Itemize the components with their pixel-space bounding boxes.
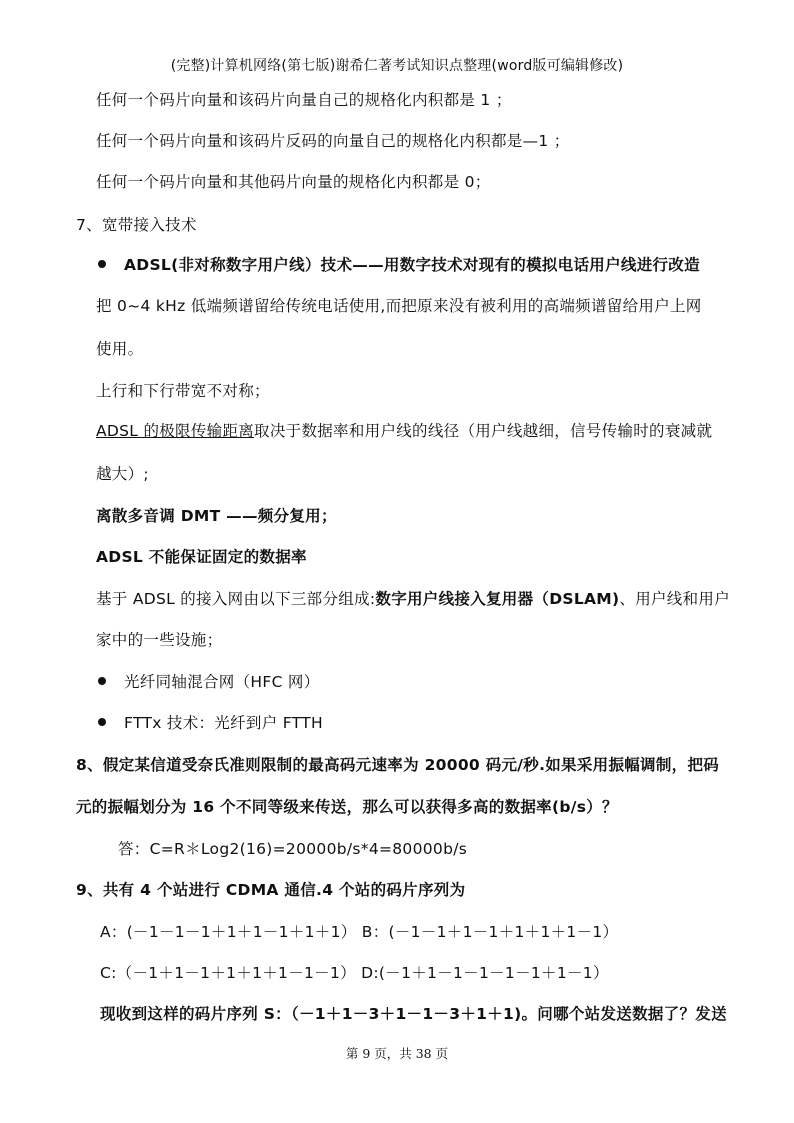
question-line: 元的振幅划分为 16 个不同等级来传送，那么可以获得多高的数据率(b/s）？	[76, 798, 618, 816]
text-line: ADSL(非对称数字用户线）技术——用数字技术对现有的模拟电话用户线进行改造	[124, 256, 700, 274]
document-header: (完整)计算机网络(第七版)谢希仁著考试知识点整理(word版可编辑修改)	[170, 58, 624, 74]
question-line: 8、假定某信道受奈氏准则限制的最高码元速率为 20000 码元/秒.如果采用振幅调制，把码	[76, 756, 720, 774]
question-line: 现收到这样的码片序列 S：（－1＋1－3＋1－1－3＋1＋1)。问哪个站发送数据了？发送	[100, 1005, 727, 1023]
text-line: 家中的一些设施；	[96, 631, 223, 649]
code-sequence-line: C:（－1＋1－1＋1＋1＋1－1－1） D:(－1＋1－1－1－1－1＋1－1）	[100, 964, 609, 982]
text-segment: 基于 ADSL 的接入网由以下三部分组成:	[96, 590, 376, 608]
list-item: FTTx 技术：光纤到户 FTTH	[124, 714, 323, 732]
bullet-icon	[98, 718, 106, 726]
text-line	[96, 419, 712, 441]
text-line: 使用。	[96, 340, 144, 358]
text-line: 离散多音调 DMT ——频分复用；	[96, 507, 337, 525]
section-heading: 7、宽带接入技术	[76, 216, 197, 234]
bullet-icon	[98, 677, 106, 685]
question-line: 9、共有 4 个站进行 CDMA 通信.4 个站的码片序列为	[76, 881, 466, 899]
bold-term: 数字用户线接入复用器（DSLAM)	[375, 590, 620, 608]
text-line: 把 0~4 kHz 低端频谱留给传统电话使用,而把原来没有被利用的高端频谱留给用户上网	[96, 297, 702, 315]
text-line: 越大）;	[96, 465, 149, 483]
text-line: 上行和下行带宽不对称；	[96, 382, 270, 400]
text-segment: 取决于数据率和用户线的线径（用户线越细，信号传输时的衰减就	[254, 422, 713, 440]
text-line	[96, 587, 730, 609]
text-line: 任何一个码片向量和该码片向量自己的规格化内积都是 1 ；	[96, 91, 512, 109]
bullet-icon	[98, 260, 106, 268]
answer-line: 答：C=R＊Log2(16)=20000b/s*4=80000b/s	[118, 840, 468, 858]
text-line: ADSL 不能保证固定的数据率	[96, 548, 307, 566]
list-item: 光纤同轴混合网（HFC 网）	[124, 673, 320, 691]
text-line: 任何一个码片向量和其他码片向量的规格化内积都是 0；	[96, 173, 491, 191]
code-sequence-line: A：(－1－1－1＋1＋1－1＋1＋1） B：(－1－1＋1－1＋1＋1＋1－1）	[100, 923, 619, 941]
underlined-term: ADSL 的极限传输距离	[96, 422, 255, 440]
text-segment: 、用户线和用户	[619, 590, 731, 608]
page-footer: 第 9 页，共 38 页	[345, 1046, 449, 1061]
text-line: 任何一个码片向量和该码片反码的向量自己的规格化内积都是—1 ；	[96, 132, 570, 150]
